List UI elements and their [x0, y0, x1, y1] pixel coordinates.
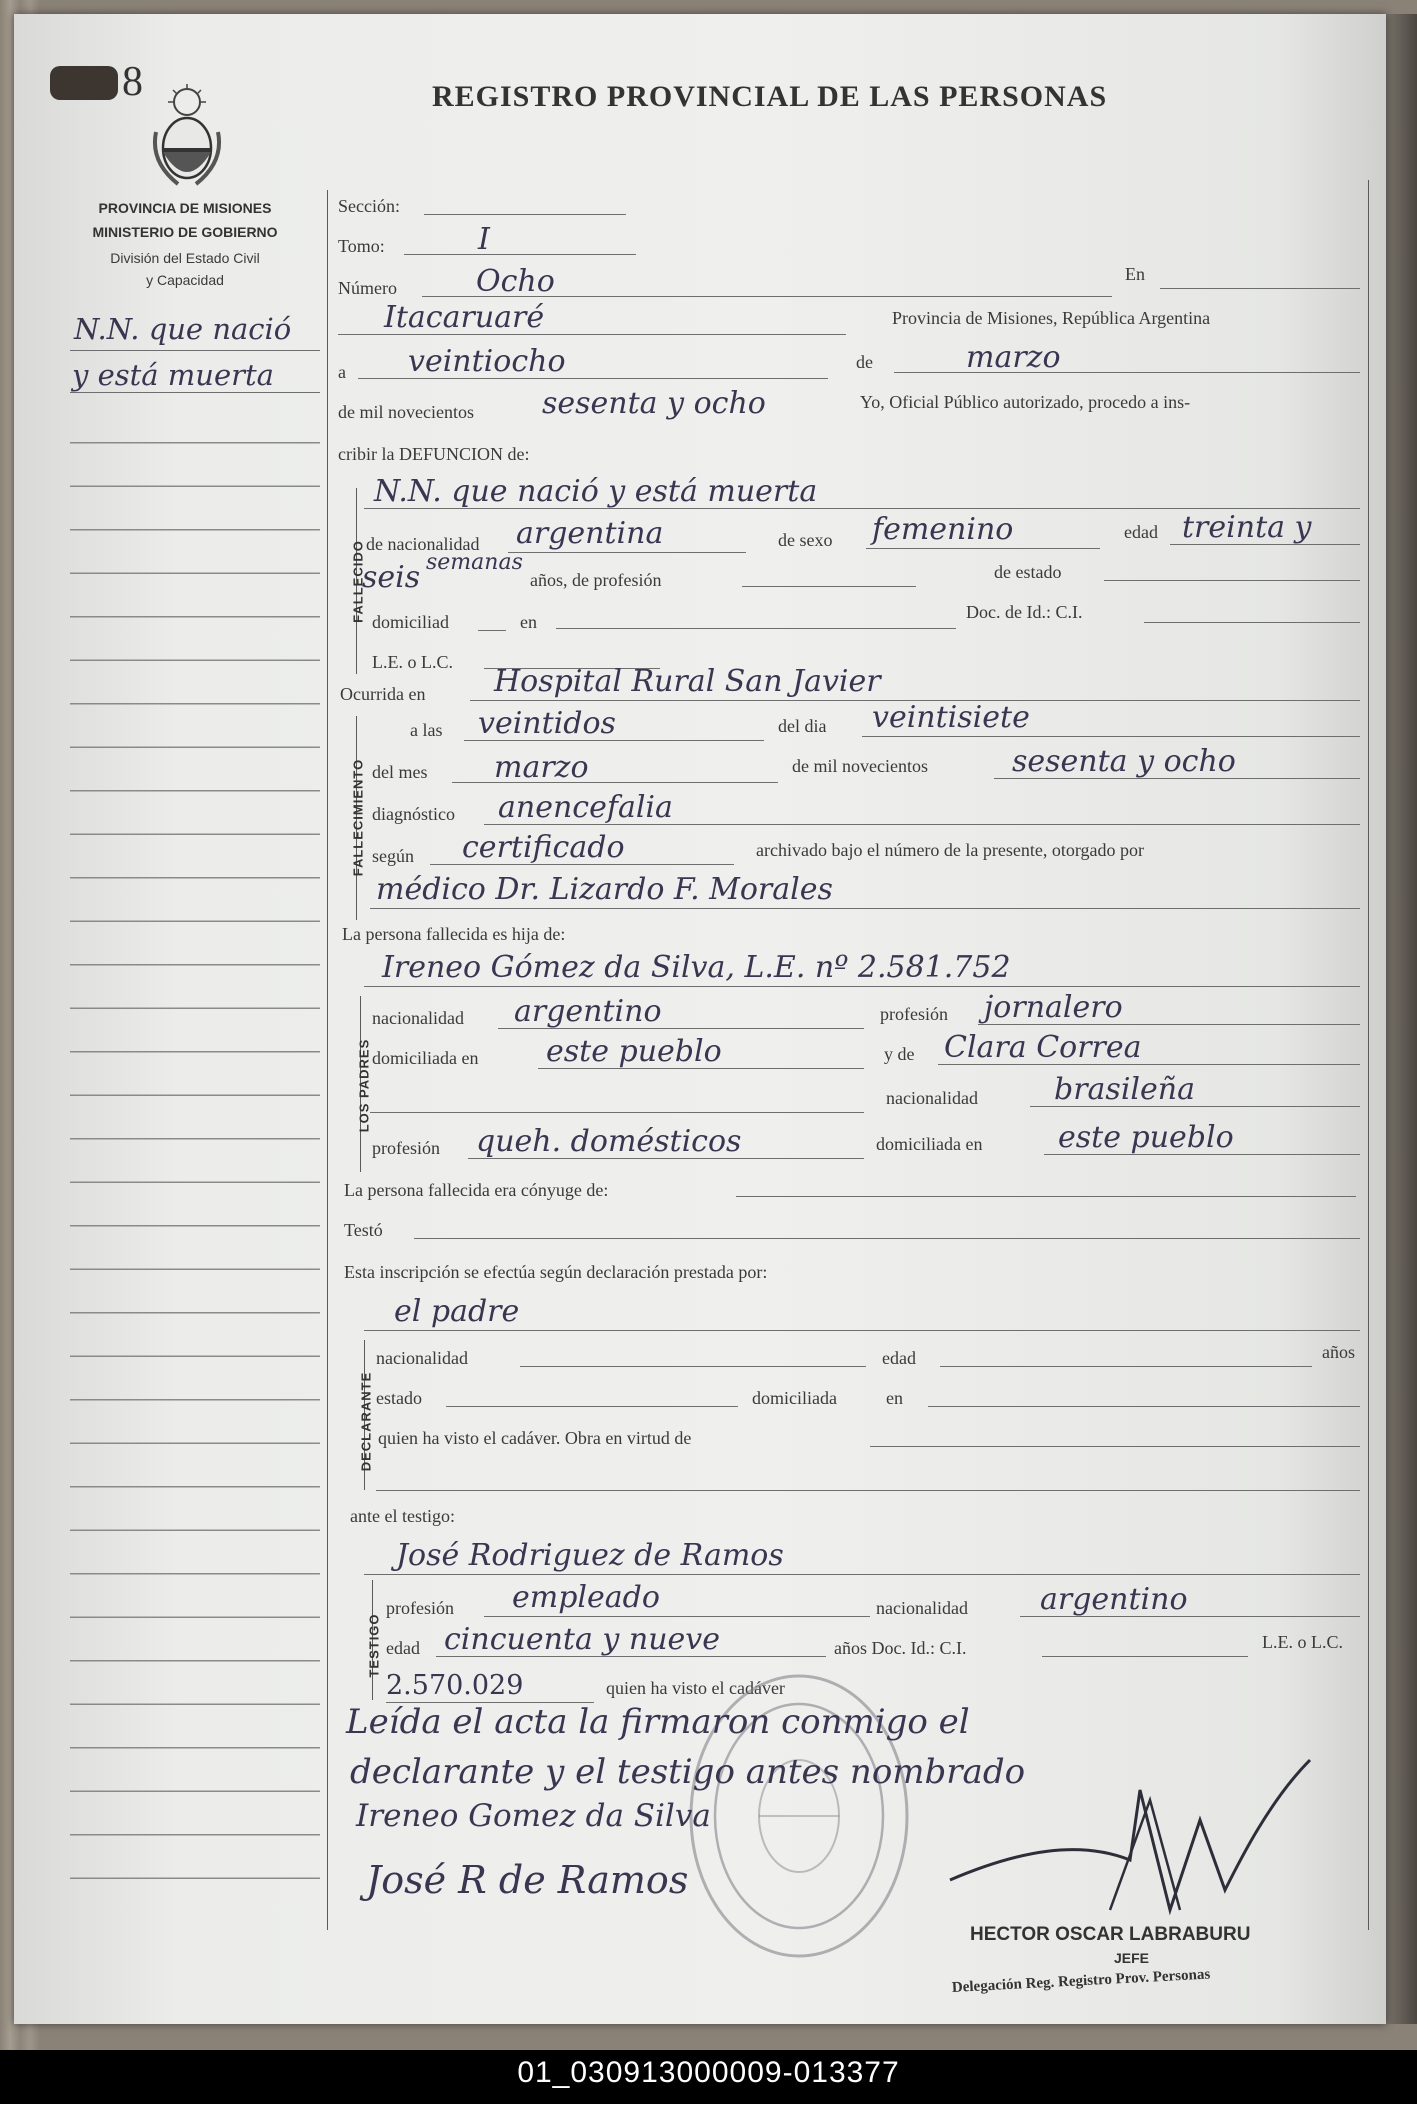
- segun-label: según: [372, 846, 414, 866]
- fallecido-estado-field: [1104, 580, 1360, 581]
- hora-field: [464, 740, 764, 741]
- fallecido-sexo-value: femenino: [872, 512, 1014, 547]
- declarante-nacionalidad-field: [520, 1366, 866, 1367]
- month-field: [894, 372, 1360, 373]
- padre-nacionalidad-value: argentino: [514, 994, 662, 1029]
- testo-field: [414, 1238, 1360, 1239]
- ocurrida-label: Ocurrida en: [340, 684, 426, 704]
- fallecido-edad-field: [1170, 544, 1360, 545]
- declarante-estado-label: estado: [376, 1388, 422, 1408]
- folio-number: 8: [122, 59, 143, 105]
- testigo-doc-field: [1042, 1656, 1248, 1657]
- padre-domiciliada-label: domiciliada en: [372, 1048, 479, 1068]
- madre-value: Clara Correa: [944, 1030, 1142, 1065]
- madre-nacionalidad-label: nacionalidad: [886, 1088, 978, 1108]
- oficial-statement: Yo, Oficial Público autorizado, procedo a ins-: [860, 392, 1191, 412]
- medico-field: [370, 908, 1360, 909]
- fallecido-edad-value-3: semanas: [426, 550, 523, 575]
- madre-domicilio-value: este pueblo: [1058, 1120, 1234, 1155]
- closing-line-2: declarante y el testigo antes nombrado: [350, 1752, 1026, 1792]
- fallecido-section-label: FALLECIDO: [350, 540, 366, 623]
- fallecido-domiciliad-field: [478, 630, 506, 631]
- declarante-name-field: [364, 1330, 1360, 1331]
- declarante-name-value: el padre: [394, 1294, 520, 1329]
- tomo-value: I: [478, 222, 490, 257]
- diagnostico-label: diagnóstico: [372, 804, 455, 824]
- padre-profesion-field: [978, 1024, 1360, 1025]
- conyuge-field: [736, 1196, 1356, 1197]
- padre-nacionalidad-field: [498, 1028, 864, 1029]
- fallecido-doc-label: Doc. de Id.: C.I.: [966, 602, 1083, 622]
- ante-testigo-label: ante el testigo:: [350, 1506, 455, 1526]
- diagnostico-field: [484, 824, 1360, 825]
- fallecido-nacionalidad-value: argentina: [516, 516, 664, 551]
- padre-field: [364, 986, 1360, 987]
- coat-of-arms-icon: [148, 82, 226, 192]
- testigo-profesion-field: [484, 1616, 870, 1617]
- a-label: a: [338, 362, 346, 382]
- numero-label: Número: [338, 278, 397, 298]
- fallecimiento-anio-field: [994, 778, 1360, 779]
- fallecido-profesion-field: [742, 586, 916, 587]
- en-label: En: [1125, 264, 1145, 284]
- y-de-label: y de: [884, 1044, 915, 1064]
- madre-domicilio-field: [1044, 1154, 1360, 1155]
- fallecido-en-label: en: [520, 612, 537, 632]
- del-mes-label: del mes: [372, 762, 428, 782]
- testigo-edad-value: cincuenta y nueve: [444, 1622, 720, 1657]
- padre-domicilio-field: [538, 1068, 864, 1069]
- numero-value: Ocho: [476, 264, 555, 299]
- page-edge-shadow: [1386, 14, 1417, 2024]
- fallecido-edad-value: treinta y: [1182, 510, 1312, 545]
- officer-title: JEFE: [1114, 1950, 1150, 1966]
- testigo-name-value: José Rodriguez de Ramos: [396, 1538, 784, 1573]
- fallecido-estado-label: de estado: [994, 562, 1062, 582]
- place-value: Itacaruaré: [384, 300, 545, 335]
- testigo-nacionalidad-value: argentino: [1040, 1582, 1188, 1617]
- declarante-section-label: DECLARANTE: [358, 1371, 374, 1472]
- mes-value: marzo: [494, 750, 589, 785]
- main-right-border: [1368, 180, 1369, 1930]
- hija-label: La persona fallecida es hija de:: [342, 924, 566, 944]
- fallecido-edad-label: edad: [1124, 522, 1158, 542]
- padre-value: Ireneo Gómez da Silva, L.E. nº 2.581.752: [382, 950, 1011, 985]
- fallecido-name-field: [364, 508, 1360, 509]
- testigo-edad-field: [436, 1656, 826, 1657]
- signature-padre: Ireneo Gomez da Silva: [356, 1798, 711, 1834]
- official-signature: [940, 1740, 1340, 1940]
- testigo-name-field: [364, 1574, 1360, 1575]
- main-left-border: [327, 190, 328, 1930]
- day-field: [358, 378, 828, 379]
- testo-label: Testó: [344, 1220, 383, 1240]
- place-field: [338, 334, 846, 335]
- ocurrida-value: Hospital Rural San Javier: [494, 664, 881, 699]
- testigo-profesion-label: profesión: [386, 1598, 454, 1618]
- declarante-anos-label: años: [1322, 1342, 1355, 1362]
- declarante-nacionalidad-label: nacionalidad: [376, 1348, 468, 1368]
- padre-domicilio-value: este pueblo: [546, 1034, 722, 1069]
- org-capacity: y Capacidad: [146, 272, 224, 288]
- provincia-label: Provincia de Misiones, República Argentina: [892, 308, 1211, 328]
- diagnostico-value: anencefalia: [498, 790, 673, 825]
- dia-value: veintisiete: [872, 700, 1030, 735]
- officer-name: HECTOR OSCAR LABRABURU: [970, 1924, 1251, 1945]
- segun-field: [430, 864, 734, 865]
- org-province: PROVINCIA DE MISIONES: [98, 200, 272, 216]
- closing-line-1: Leída el acta la firmaron conmigo el: [346, 1702, 970, 1742]
- padre-profesion-label: profesión: [880, 1004, 948, 1024]
- margin-rule: [70, 392, 320, 393]
- madre-nacionalidad-value: brasileña: [1054, 1072, 1195, 1107]
- declarante-obra-field: [870, 1446, 1360, 1447]
- padres-section-label: LOS PADRES: [356, 1038, 372, 1133]
- testigo-le-label: L.E. o L.C.: [1262, 1632, 1343, 1652]
- org-ministry: MINISTERIO DE GOBIERNO: [92, 224, 278, 240]
- fallecido-domiciliad-label: domiciliad: [372, 612, 449, 632]
- de-label: de: [856, 352, 873, 372]
- fallecido-sexo-field: [866, 548, 1100, 549]
- madre-profesion-label: profesión: [372, 1138, 440, 1158]
- margin-note-line1: N.N. que nació: [74, 312, 292, 346]
- mes-field: [452, 782, 778, 783]
- del-dia-label: del dia: [778, 716, 827, 736]
- inscribir-label: cribir la DEFUNCION de:: [338, 444, 530, 464]
- madre-profesion-value: queh. domésticos: [476, 1124, 742, 1159]
- padres-blank-field: [370, 1112, 864, 1113]
- dia-field: [862, 736, 1360, 737]
- testigo-profesion-value: empleado: [512, 1580, 660, 1615]
- fallecimiento-section-label: FALLECIMIENTO: [350, 758, 366, 877]
- declarante-edad-field: [940, 1366, 1312, 1367]
- declarante-edad-label: edad: [882, 1348, 916, 1368]
- year-value: sesenta y ocho: [542, 386, 766, 421]
- en-field: [1160, 288, 1360, 289]
- fallecimiento-anio-value: sesenta y ocho: [1012, 744, 1236, 779]
- madre-nacionalidad-field: [1030, 1106, 1360, 1107]
- fallecido-edad-value-2: seis: [362, 560, 421, 595]
- declarante-en-label: en: [886, 1388, 903, 1408]
- declarante-cadaver-label: quien ha visto el cadáver. Obra en virtud de: [378, 1428, 692, 1448]
- hora-value: veintidos: [478, 706, 616, 741]
- folio-blot: [50, 66, 118, 100]
- madre-domiciliada-label: domiciliada en: [876, 1134, 983, 1154]
- testigo-nacionalidad-field: [1020, 1616, 1360, 1617]
- margin-rule: [70, 350, 320, 351]
- margin-ruled-lines: [70, 400, 320, 1920]
- image-id-text: 01_030913000009-013377: [517, 2056, 900, 2089]
- officer-delegacion: Delegación Reg. Registro Prov. Personas: [951, 1966, 1211, 1996]
- testigo-anos-doc-label: años Doc. Id.: C.I.: [834, 1638, 967, 1658]
- fallecido-name-value: N.N. que nació y está muerta: [374, 474, 818, 509]
- fallecido-nacionalidad-field: [508, 552, 746, 553]
- year-prefix-label: de mil novecientos: [338, 402, 474, 422]
- conyuge-label: La persona fallecida era cónyuge de:: [344, 1180, 609, 1200]
- declarante-estado-field: [446, 1406, 738, 1407]
- declarante-domiciliada-label: domiciliada: [752, 1388, 837, 1408]
- declarante-blank-field: [376, 1490, 1360, 1491]
- testigo-section-label: TESTIGO: [366, 1613, 382, 1678]
- testigo-doc-value: 2.570.029: [386, 1670, 524, 1701]
- padre-profesion-value: jornalero: [984, 990, 1123, 1025]
- declarante-domicilio-field: [928, 1406, 1360, 1407]
- a-las-label: a las: [410, 720, 443, 740]
- fallecimiento-mil-label: de mil novecientos: [792, 756, 928, 776]
- month-value: marzo: [966, 340, 1061, 375]
- tomo-field: [404, 254, 636, 255]
- fallecido-nacionalidad-label: de nacionalidad: [366, 534, 480, 554]
- fallecido-le-label: L.E. o L.C.: [372, 652, 453, 672]
- margin-note-line2: y está muerta: [72, 358, 274, 392]
- padre-nacionalidad-label: nacionalidad: [372, 1008, 464, 1028]
- testigo-edad-label: edad: [386, 1638, 420, 1658]
- fallecido-sexo-label: de sexo: [778, 530, 833, 550]
- declaracion-label: Esta inscripción se efectúa según declaración prestada por:: [344, 1262, 768, 1282]
- madre-profesion-field: [468, 1158, 864, 1159]
- fallecido-anos-label: años, de profesión: [530, 570, 662, 590]
- fallecido-doc-field: [1144, 622, 1360, 623]
- archivado-label: archivado bajo el número de la presente, otorgado por: [756, 840, 1145, 860]
- tomo-label: Tomo:: [338, 236, 385, 256]
- day-value: veintiocho: [408, 344, 566, 379]
- testigo-nacionalidad-label: nacionalidad: [876, 1598, 968, 1618]
- medico-value: médico Dr. Lizardo F. Morales: [376, 872, 833, 907]
- testigo-visto-label: quien ha visto el cadáver: [606, 1678, 785, 1698]
- document-title: REGISTRO PROVINCIAL DE LAS PERSONAS: [432, 80, 1108, 113]
- fallecido-domicilio-field: [556, 628, 956, 629]
- seccion-label: Sección:: [338, 196, 400, 216]
- segun-value: certificado: [462, 830, 625, 865]
- seccion-field: [424, 214, 626, 215]
- org-division: División del Estado Civil: [110, 250, 260, 266]
- madre-field: [938, 1064, 1360, 1065]
- signature-testigo: José R de Ramos: [366, 1858, 689, 1902]
